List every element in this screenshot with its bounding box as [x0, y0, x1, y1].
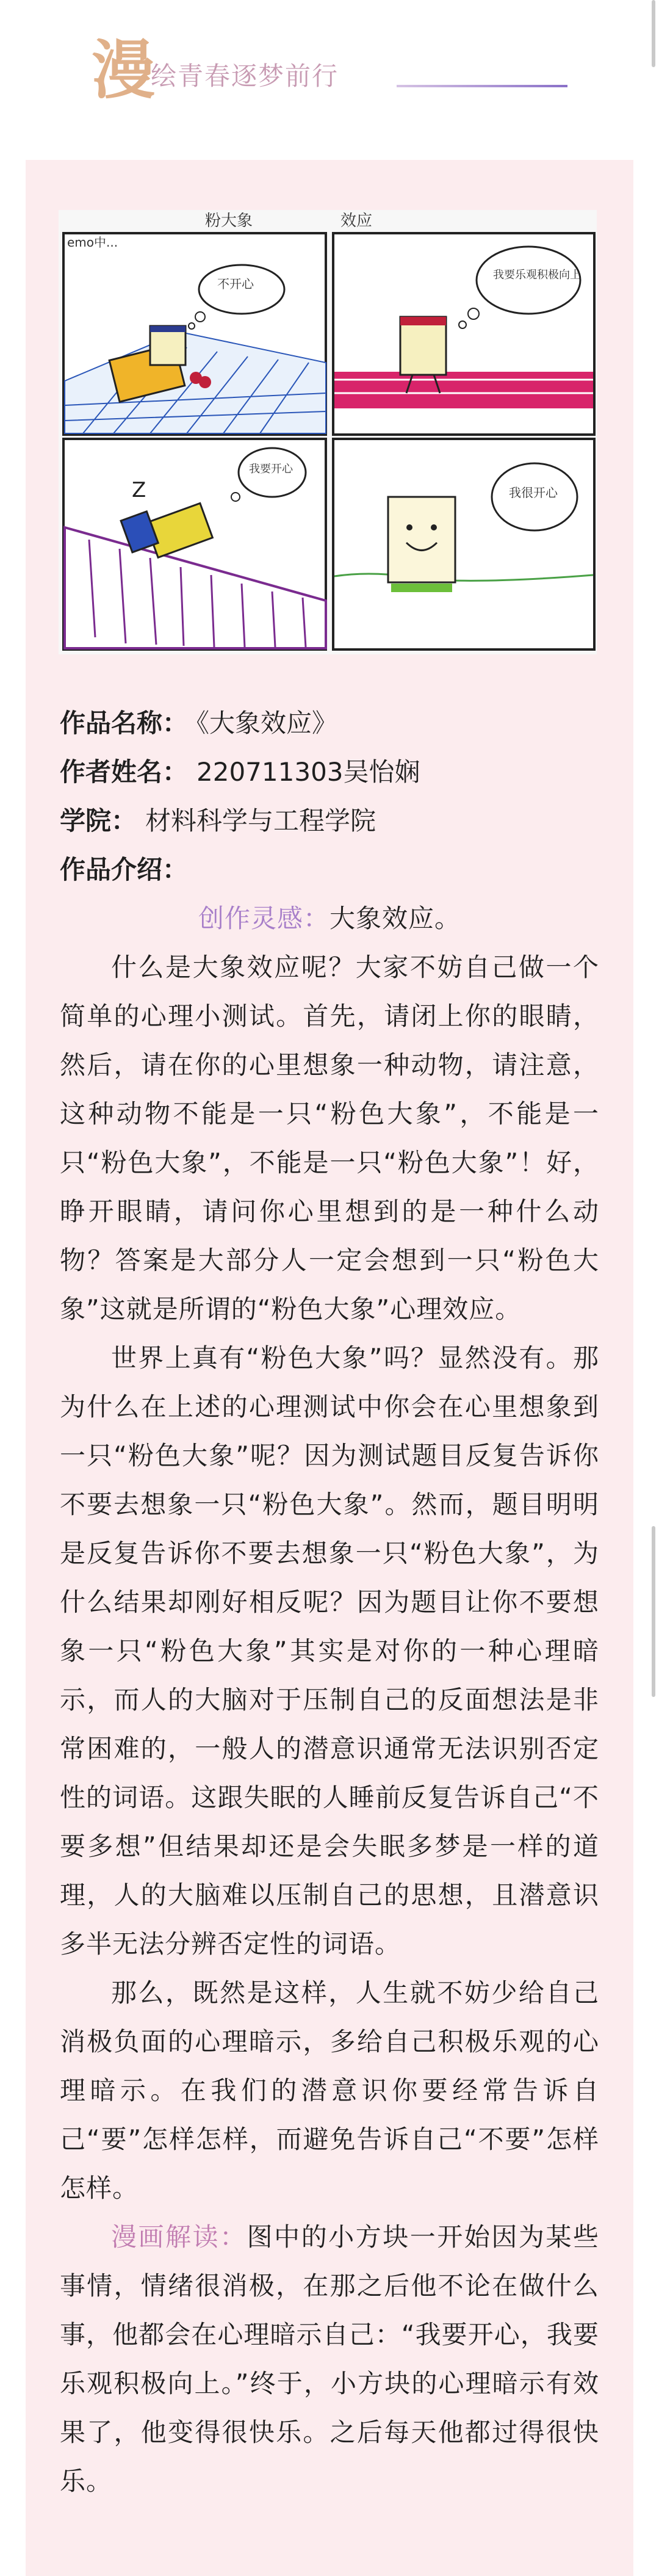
- college-row: [60, 797, 599, 845]
- work-title-value: 《大象效应》: [196, 708, 338, 738]
- comic-top-label-2: 效应: [340, 212, 373, 230]
- inspiration-value: 大象效应。: [330, 903, 461, 933]
- comic-drawing: [59, 210, 597, 654]
- work-title-label: 作品名称：: [60, 708, 189, 738]
- reading-label: 漫画解读：: [111, 2222, 247, 2252]
- comic-image: [59, 210, 597, 654]
- header-subtitle: 绘青春逐梦前行: [151, 61, 339, 91]
- comic-panel1-caption: emo中...: [67, 235, 118, 250]
- header-divider: [397, 85, 567, 87]
- comic-panel2-bubble: 我要乐观积极向上: [493, 269, 581, 281]
- intro-row: [60, 845, 599, 894]
- author-row: [60, 748, 599, 797]
- inspiration-line: [60, 894, 599, 943]
- paragraph-3: 那么，既然是这样，人生就不妨少给自己消极负面的心理暗示，多给自己积极乐观的心理暗示。在我们的潜意识你要经常告诉自己“要”怎样怎样，而避免告诉自己“不要”怎样怎样。: [60, 1978, 599, 2203]
- intro-label: 作品介绍：: [60, 855, 189, 885]
- comic-panel4-bubble: 我很开心: [509, 485, 558, 500]
- scrollbar-thumb-top[interactable]: [652, 0, 655, 67]
- scrollbar-thumb[interactable]: [652, 1526, 655, 1697]
- comic-top-label-1: 粉大象: [205, 212, 253, 230]
- article-text: [60, 699, 599, 2506]
- comic-panel1-bubble: 不开心: [217, 277, 254, 291]
- author-value: 220711303吴怡娴: [196, 757, 420, 787]
- work-title-row: [60, 699, 599, 748]
- inspiration-label: 创作灵感：: [198, 903, 330, 933]
- college-label: 学院：: [60, 806, 137, 836]
- reading-paragraph: [60, 2213, 599, 2506]
- college-value: 材料科学与工程学院: [145, 806, 376, 836]
- paragraph-1: 什么是大象效应呢？大家不妨自己做一个简单的心理小测试。首先，请闭上你的眼睛，然后，请在你的心里想象一种动物，请注意，这种动物不能是一只“粉色大象”，不能是一只“粉色大象”，不能是一只“粉色大象”！好，睁开眼睛，请问你心里想到的是一种什么动物？答案是大部分人一定会想到一只“粉色大象”这就是所谓的“粉色大象”心理效应。: [60, 952, 599, 1324]
- paragraph-2: 世界上真有“粉色大象”吗？显然没有。那为什么在上述的心理测试中你会在心里想象到一只“粉色大象”呢？因为测试题目反复告诉你不要去想象一只“粉色大象”。然而，题目明明是反复告诉你不要去想象一只“粉色大象”，为什么结果却刚好相反呢？因为题目让你不要想象一只“粉色大象”其实是对你的一种心理暗示，而人的大脑对于压制自己的反面想法是非常困难的，一般人的潜意识通常无法识别否定性的词语。这跟失眠的人睡前反复告诉自己“不要多想”但结果却还是会失眠多梦是一样的道理，人的大脑难以压制自己的思想，且潜意识多半无法分辨否定性的词语。: [60, 1343, 599, 1959]
- reading-text: 图中的小方块一开始因为某些事情，情绪很消极，在那之后他不论在做什么事，他都会在心理暗示自己：“我要开心，我要乐观积极向上。”终于，小方块的心理暗示有效果了，他变得很快乐。之后每天他都过得很快乐。: [60, 2222, 599, 2496]
- header-big-char: 漫: [92, 32, 156, 107]
- header: [92, 34, 580, 113]
- comic-panel3-z: Z: [132, 478, 146, 502]
- author-label: 作者姓名：: [60, 757, 189, 787]
- comic-panel3-bubble: 我要开心: [249, 463, 293, 476]
